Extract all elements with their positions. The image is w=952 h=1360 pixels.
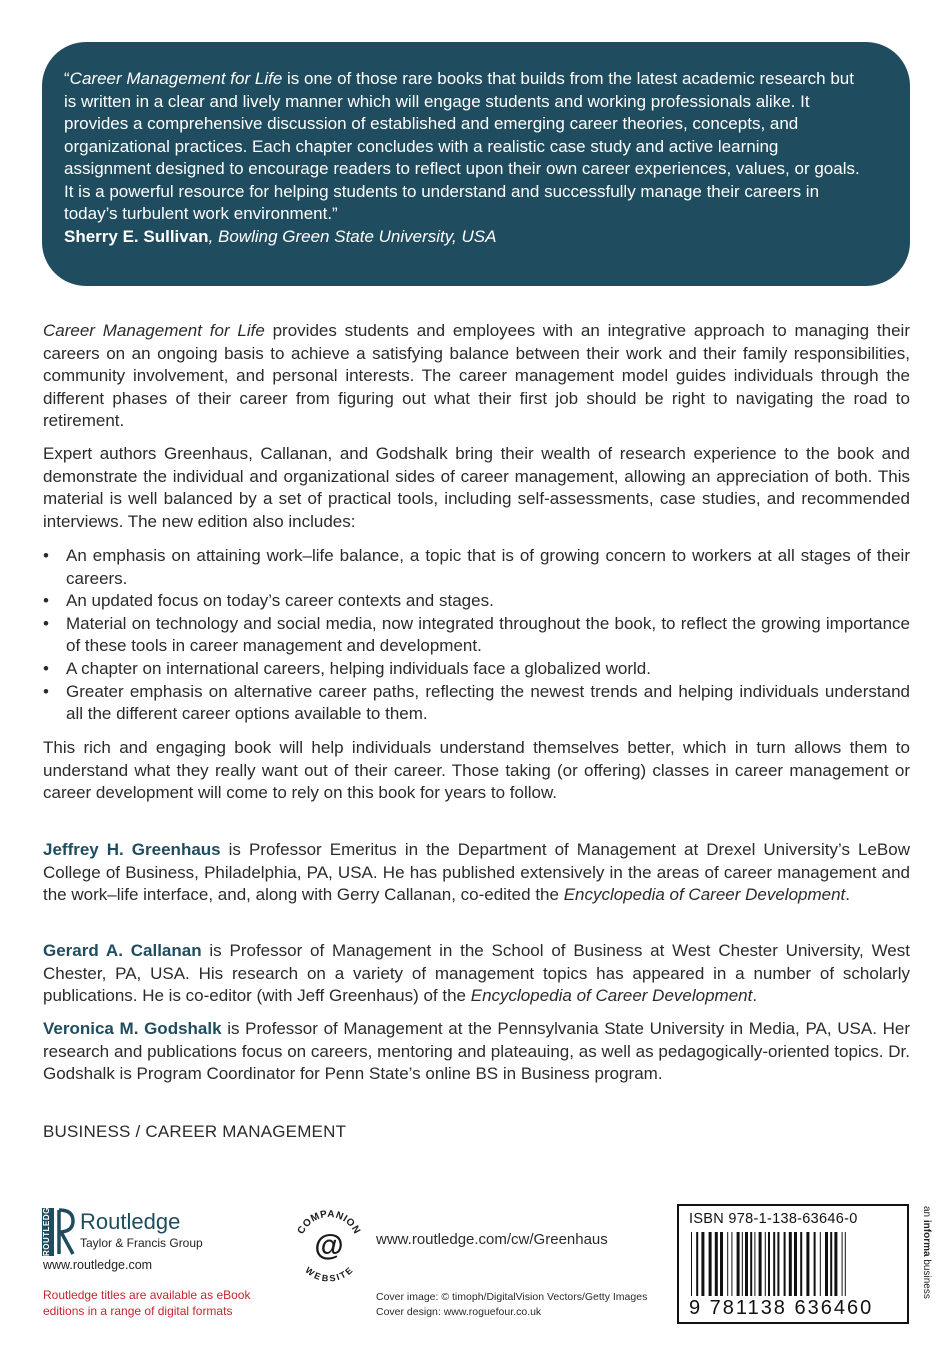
publisher-url[interactable]: www.routledge.com [43,1258,153,1272]
barcode-digits: 9 781138 636460 [689,1297,874,1319]
routledge-r-icon [56,1208,76,1256]
barcode-bar [806,1232,809,1296]
barcode-bar [830,1232,832,1296]
barcode-icon [689,1232,899,1296]
description-paragraph-3: This rich and engaging book will help individuals understand themselves better, which in turn allows them to understand what they really want out of their career. Those taking (or offering) classes in career management or career development will come to rely on this book for years to follow. [43,738,910,803]
at-symbol: @ [314,1229,344,1262]
barcode-bar [820,1232,821,1296]
list-item: • Greater emphasis on alternative career paths, reflecting the newest trends and helping individuals understand all the different career options available to them. [43,681,910,726]
endorsement-quote: “Career Management for Life is one of those rare books that builds from the latest academic research but is written in a clear and lively manner which will engage students and working professionals alike. It provides a comprehensive discussion of established and emerging career theories, concepts, and organizational practices. Each chapter concludes with a realistic case study and active learning assignment designed to encourage readers to reflect upon their own career experiences, values, or goals. It is a powerful resource for helping students to understand and successfully manage their careers in today’s turbulent work environment.” [64,69,860,223]
barcode-bar [737,1232,740,1296]
barcode-bar [814,1232,816,1296]
author-name: Gerard A. Callanan [43,941,202,960]
endorsement-quote-box [42,42,910,286]
barcode-bar [759,1232,762,1296]
barcode-bar [720,1232,723,1296]
isbn-label: ISBN 978-1-138-63646-0 [689,1211,858,1227]
author-bio-greenhaus: Jeffrey H. Greenhaus is Professor Emeritus in the Department of Management at Drexel University’s LeBow College of Business, Philadelphia, PA, USA. He has published extensively in the areas of career management and the work–life interface, and, along with Gerry Callanan, co-edited the Encyclopedia of Career Development. [43,840,910,905]
companion-bottom-text: WEBSITE [303,1264,355,1282]
ebook-note: Routledge titles are available as eBook editions in a range of digital formats [43,1288,251,1318]
barcode-bar [709,1232,712,1296]
svg-text:WEBSITE [303,1265,354,1282]
barcode-bar [701,1232,704,1296]
barcode-bar [731,1232,732,1296]
barcode-bar [742,1232,743,1296]
description-paragraph-1: Career Management for Life provides students and employees with an integrative approach to managing their careers on an ongoing basis to achieve a satisfying balance between their work and their family responsibilities, community involvement, and personal interests. The career management model guides individuals through the different phases of their career from figuring out what their first job should be right to navigating the road to retirement. [43,321,910,431]
list-item: • An emphasis on attaining work–life balance, a topic that is of growing concern to workers at all stages of their careers. [43,545,910,590]
barcode-bar [715,1232,718,1296]
barcode-bar [773,1232,775,1296]
informa-business-label: an informa business [921,1206,932,1299]
barcode-bar [834,1232,837,1296]
cover-credits [376,1290,647,1320]
barcode-bar [784,1232,786,1296]
author-bio-callanan: Gerard A. Callanan is Professor of Management in the School of Business at West Chester University, West Chester, PA, USA. His research on a variety of management topics has appeared in a number of scholarly publications. He is co-editor (with Jeff Greenhaus) of the Encyclopedia of Career Development. [43,941,910,1006]
barcode-bar [845,1232,846,1296]
subject-category: BUSINESS / CAREER MANAGEMENT [43,1122,347,1141]
endorsement-attribution [64,226,870,249]
barcode-bar [825,1232,828,1296]
list-item: • Material on technology and social media, now integrated throughout the book, to reflect the growing importance of these tools in career management and development. [43,613,910,658]
isbn-barcode-box [677,1204,909,1324]
routledge-vertical-label: ROUTLEDGE [42,1208,54,1256]
barcode-bar [745,1232,748,1296]
barcode-bar [696,1232,698,1296]
barcode-bar [750,1232,752,1296]
barcode-bar [727,1232,728,1296]
features-list [43,545,910,726]
routledge-logo [42,1201,212,1258]
barcode-bar [691,1232,692,1296]
barcode-bar [765,1232,766,1296]
cover-design-credit: Cover design: www.roguefour.co.uk [376,1306,542,1318]
barcode-bar [789,1232,792,1296]
list-item: • An updated focus on today’s career contexts and stages. [43,590,910,613]
barcode-bar [754,1232,755,1296]
barcode-bar [842,1232,843,1296]
description-paragraph-2: Expert authors Greenhaus, Callanan, and Godshalk bring their wealth of research experience to the book and demonstrate the individual and organizational sides of career management, allowing an appreciation of both. This material is well balanced by a set of practical tools, including self-assessments, case studies, and recommended interviews. The new edition also includes: [43,444,910,531]
publisher-name: Routledge [80,1209,181,1234]
list-item: • A chapter on international careers, helping individuals face a globalized world. [43,658,910,681]
companion-website-url[interactable]: www.routledge.com/cw/Greenhaus [376,1231,608,1248]
companion-top-text: COMPANION [295,1208,363,1237]
barcode-bar [777,1232,779,1296]
author-bio-godshalk: Veronica M. Godshalk is Professor of Management at the Pennsylvania State University in Media, PA, USA. Her research and publications focus on careers, mentoring and plateauing, as well as pedagogically-oriented topics. Dr. Godshalk is Program Coordinator for Penn State’s online BS in Business program. [43,1019,910,1084]
barcode-bar [800,1232,802,1296]
author-name: Jeffrey H. Greenhaus [43,840,221,859]
quote-book-title: Career Management for Life [69,69,283,88]
endorser-affiliation: , Bowling Green State University, USA [208,226,497,246]
barcode-bar [794,1232,797,1296]
companion-website-icon [292,1208,366,1282]
cover-image-credit: Cover image: © timoph/DigitalVision Vectors/Getty Images [376,1291,648,1303]
barcode-bar [768,1232,770,1296]
publisher-group: Taylor & Francis Group [80,1236,203,1250]
author-name: Veronica M. Godshalk [43,1019,222,1038]
endorser-name: Sherry E. Sullivan [64,226,209,246]
